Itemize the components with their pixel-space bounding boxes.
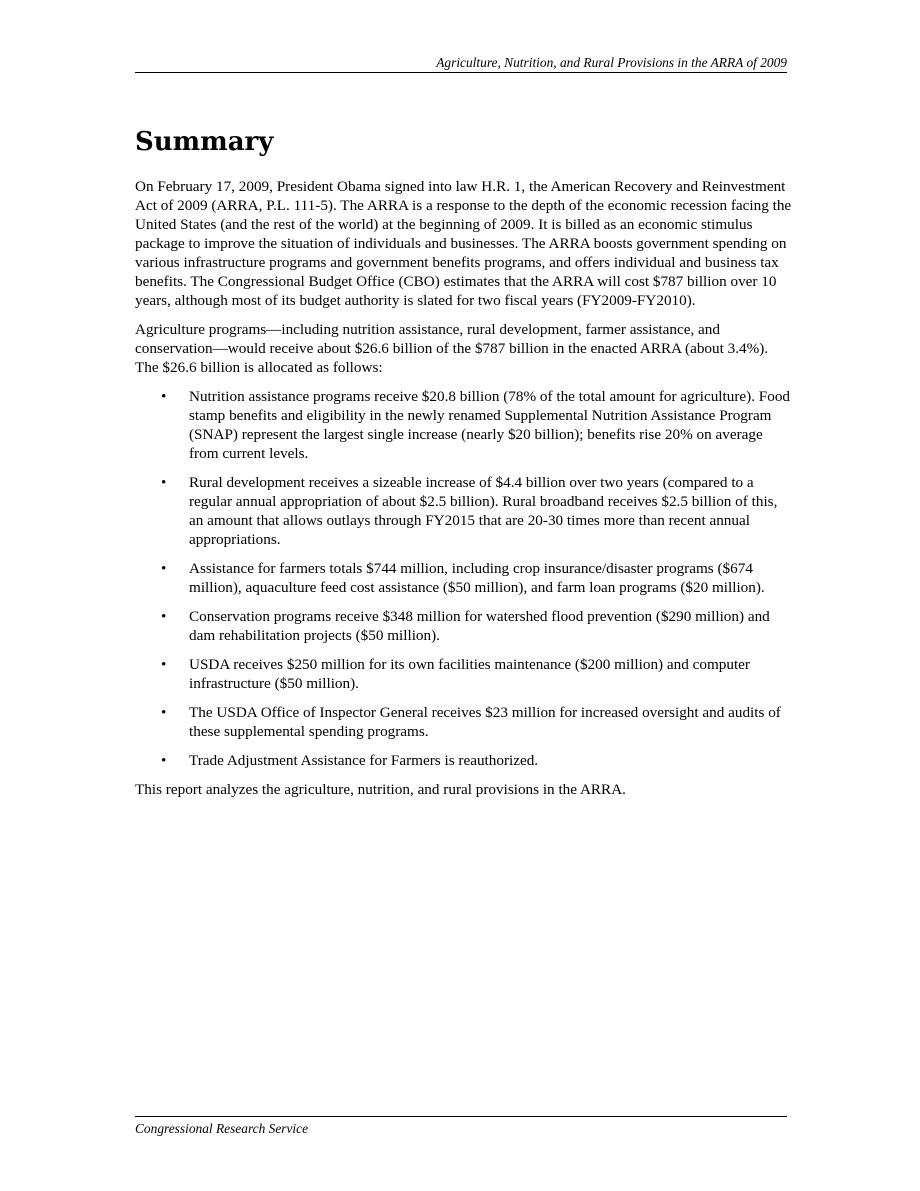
bullet-icon: • bbox=[161, 704, 167, 721]
allocation-paragraph: Agriculture programs—including nutrition assistance, rural development, farmer assistance, and conservation—would receive about $26.6 billion of the $787 billion in the enacted ARRA (about 3.4%). The $26.6 billion is allocated as follows: bbox=[135, 321, 769, 376]
list-item bbox=[135, 751, 795, 770]
running-header: Agriculture, Nutrition, and Rural Provisions in the ARRA of 2009 bbox=[436, 55, 787, 70]
list-item-text: USDA receives $250 million for its own facilities maintenance ($200 million) and computer infrastructure ($50 million). bbox=[189, 656, 750, 692]
summary-body bbox=[135, 177, 795, 809]
footer-publisher: Congressional Research Service bbox=[135, 1121, 309, 1136]
bullet-icon: • bbox=[161, 656, 167, 673]
list-item-text: Conservation programs receive $348 million for watershed flood prevention ($290 million) and dam rehabilitation projects ($50 million). bbox=[189, 608, 770, 644]
list-item bbox=[135, 607, 795, 645]
list-item-text: Nutrition assistance programs receive $20.8 billion (78% of the total amount for agriculture). Food stamp benefits and eligibility in the newly renamed Supplemental Nutrition Assistance Program (SNAP) represent the largest single increase (nearly $20 billion); benefits rise 20% on average from current levels. bbox=[189, 388, 791, 462]
list-item-text: The USDA Office of Inspector General receives $23 million for increased oversight and audits of these supplemental spending programs. bbox=[189, 704, 781, 740]
bullet-icon: • bbox=[161, 388, 167, 405]
list-item bbox=[135, 655, 795, 693]
bullet-icon: • bbox=[161, 608, 167, 625]
bullet-icon: • bbox=[161, 560, 167, 577]
list-item-text: Assistance for farmers totals $744 million, including crop insurance/disaster programs ($674 million), aquaculture feed cost assistance ($50 million), and farm loan programs ($20 million). bbox=[189, 560, 765, 596]
allocation-list bbox=[135, 387, 795, 770]
list-item bbox=[135, 559, 795, 597]
list-item-text: Rural development receives a sizeable increase of $4.4 billion over two years (compared to a regular annual appropriation of about $2.5 billion). Rural broadband receives $2.5 billion of this, an amount that allows outlays through FY2015 that are 20-30 times more than recent annual appropriations. bbox=[189, 474, 778, 548]
list-item bbox=[135, 387, 795, 463]
list-item bbox=[135, 473, 795, 549]
header-divider bbox=[135, 72, 787, 73]
closing-paragraph: This report analyzes the agriculture, nutrition, and rural provisions in the ARRA. bbox=[135, 781, 626, 798]
bullet-icon: • bbox=[161, 752, 167, 769]
list-item bbox=[135, 703, 795, 741]
footer-divider bbox=[135, 1116, 787, 1117]
intro-paragraph: On February 17, 2009, President Obama signed into law H.R. 1, the American Recovery and Reinvestment Act of 2009 (ARRA, P.L. 111-5). The ARRA is a response to the depth of the economic recession facing the United States (and the rest of the world) at the beginning of 2009. It is billed as an economic stimulus package to improve the situation of individuals and businesses. The ARRA boosts government spending on various infrastructure programs and government benefits programs, and offers individual and business tax benefits. The Congressional Budget Office (CBO) estimates that the ARRA will cost $787 billion over 10 years, although most of its budget authority is slated for two fiscal years (FY2009-FY2010). bbox=[135, 178, 792, 309]
list-item-text: Trade Adjustment Assistance for Farmers is reauthorized. bbox=[189, 752, 539, 769]
bullet-icon: • bbox=[161, 474, 167, 491]
page-title: Summary bbox=[135, 127, 274, 157]
